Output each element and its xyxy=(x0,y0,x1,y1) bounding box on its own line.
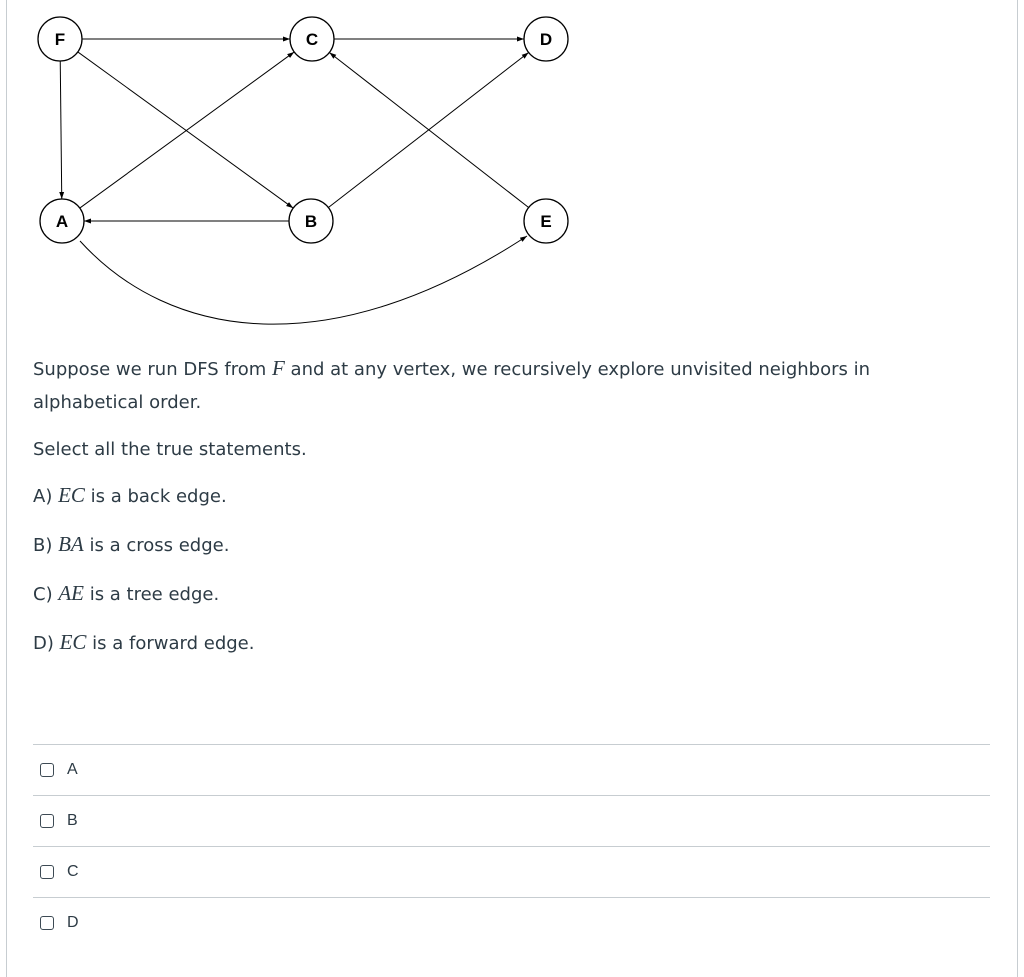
answer-label: B xyxy=(67,812,78,829)
answer-list xyxy=(33,744,990,948)
statement-c xyxy=(33,581,219,606)
node-label: C xyxy=(305,30,319,49)
checkbox[interactable] xyxy=(40,763,54,777)
statement-math: AE xyxy=(58,581,84,605)
node-e xyxy=(524,199,568,243)
question-part1: Suppose we run DFS from xyxy=(33,359,272,380)
statement-prefix: A) xyxy=(33,486,59,507)
statement-suffix: is a tree edge. xyxy=(83,584,220,605)
statement-prefix: C) xyxy=(33,584,59,605)
statement-prefix: D) xyxy=(33,633,60,654)
node-b xyxy=(289,199,333,243)
answer-option-a[interactable] xyxy=(33,744,990,795)
graph-diagram xyxy=(0,0,1024,345)
node-label: A xyxy=(55,212,69,231)
statement-suffix: is a back edge. xyxy=(84,486,227,507)
node-label: E xyxy=(540,212,552,231)
answer-option-c[interactable] xyxy=(33,846,990,897)
question-var: F xyxy=(271,356,285,380)
node-label: B xyxy=(304,212,318,231)
statement-b xyxy=(33,532,229,557)
statement-math: EC xyxy=(59,630,87,654)
statement-a xyxy=(33,483,227,508)
question-text xyxy=(33,352,933,419)
checkbox[interactable] xyxy=(40,814,54,828)
checkbox[interactable] xyxy=(40,865,54,879)
instruction-text: Select all the true statements. xyxy=(33,439,307,460)
edge-a-e xyxy=(80,236,527,324)
answer-label: C xyxy=(67,863,79,880)
answer-option-d[interactable] xyxy=(33,897,990,948)
node-d xyxy=(524,17,568,61)
statement-suffix: is a cross edge. xyxy=(83,535,230,556)
answer-label: D xyxy=(67,914,79,931)
statement-suffix: is a forward edge. xyxy=(86,633,255,654)
statement-math: BA xyxy=(58,532,84,556)
node-c xyxy=(290,17,334,61)
question-part2: and at any vertex, we recursively explore unvisited neighbors in alphabetical order. xyxy=(33,359,871,413)
answer-option-b[interactable] xyxy=(33,795,990,846)
answer-label: A xyxy=(67,761,78,778)
statement-math: EC xyxy=(58,483,85,507)
node-label: F xyxy=(54,30,66,49)
node-a xyxy=(40,199,84,243)
statement-prefix: B) xyxy=(33,535,59,556)
checkbox[interactable] xyxy=(40,916,54,930)
node-label: D xyxy=(539,30,553,49)
edge-a-c xyxy=(80,52,294,208)
edge-f-b xyxy=(78,52,293,208)
statement-d xyxy=(33,630,254,655)
node-f xyxy=(38,17,82,61)
edge-f-a xyxy=(60,61,62,199)
